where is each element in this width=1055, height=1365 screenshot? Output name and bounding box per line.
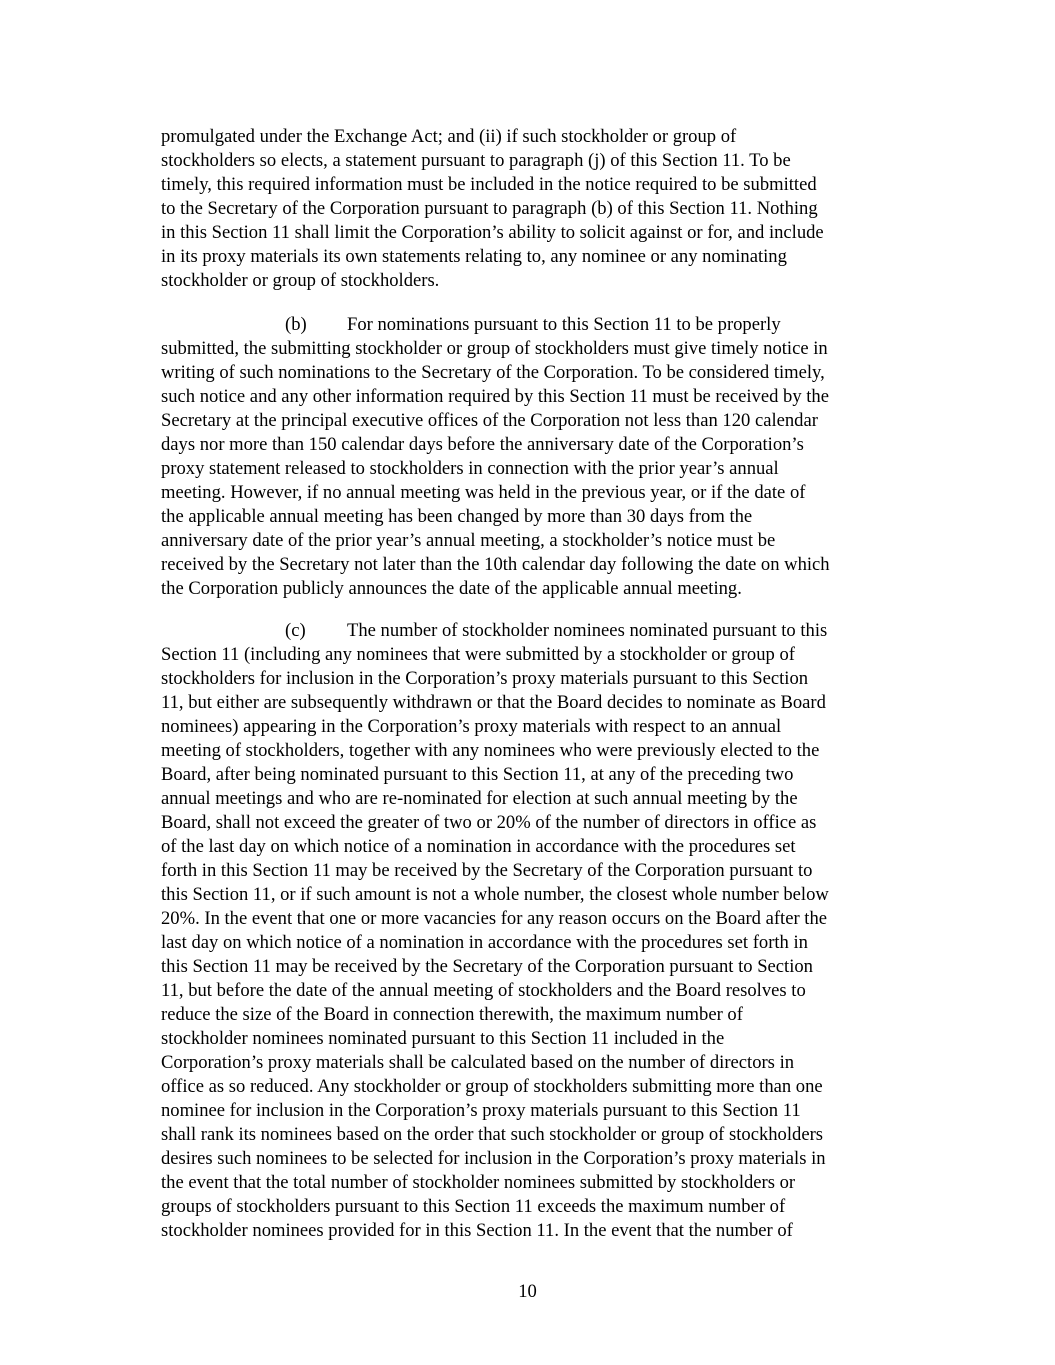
paragraph-c xyxy=(161,619,921,1243)
paragraph-c-line: groups of stockholders pursuant to this Section 11 exceeds the maximum number of xyxy=(161,1196,786,1217)
paragraph-b-label: (b) xyxy=(285,314,307,335)
paragraph-b-line: anniversary date of the prior year’s annual meeting, a stockholder’s notice must be xyxy=(161,530,776,551)
paragraph-a-line: in its proxy materials its own statements relating to, any nominee or any nominating xyxy=(161,246,787,267)
paragraph-c-line: Section 11 (including any nominees that were submitted by a stockholder or group of xyxy=(161,644,795,665)
paragraph-a-line: timely, this required information must be included in the notice required to be submitted xyxy=(161,174,817,195)
paragraph-a-line: promulgated under the Exchange Act; and (ii) if such stockholder or group of xyxy=(161,126,737,147)
paragraph-b-first-line xyxy=(161,313,921,337)
paragraph-c-line: last day on which notice of a nomination in accordance with the procedures set forth in xyxy=(161,932,808,953)
paragraph-a-line: to the Secretary of the Corporation pursuant to paragraph (b) of this Section 11. Nothing xyxy=(161,198,818,219)
paragraph-b-line: submitted, the submitting stockholder or group of stockholders must give timely notice in xyxy=(161,338,828,359)
paragraph-c-line: this Section 11 may be received by the Secretary of the Corporation pursuant to Section xyxy=(161,956,813,977)
paragraph-c-line: Board, after being nominated pursuant to this Section 11, at any of the preceding two xyxy=(161,764,794,785)
paragraph-c-line: 20%. In the event that one or more vacancies for any reason occurs on the Board after the xyxy=(161,908,828,929)
paragraph-c-first-text: The number of stockholder nominees nominated pursuant to this xyxy=(347,620,828,641)
paragraph-b-line: received by the Secretary not later than the 10th calendar day following the date on which xyxy=(161,554,830,575)
paragraph-b-line: the Corporation publicly announces the date of the applicable annual meeting. xyxy=(161,578,742,599)
paragraph-c-line: shall rank its nominees based on the order that such stockholder or group of stockholders xyxy=(161,1124,823,1145)
paragraph-c-line: 11, but before the date of the annual meeting of stockholders and the Board resolves to xyxy=(161,980,806,1001)
paragraph-a xyxy=(161,125,921,293)
paragraph-b xyxy=(161,313,921,601)
paragraph-b-line: writing of such nominations to the Secretary of the Corporation. To be considered timely, xyxy=(161,362,825,383)
page-number: 10 xyxy=(518,1281,537,1302)
paragraph-c-line: of the last day on which notice of a nomination in accordance with the procedures set xyxy=(161,836,796,857)
paragraph-c-line: Corporation’s proxy materials shall be calculated based on the number of directors in xyxy=(161,1052,795,1073)
paragraph-b-line: days nor more than 150 calendar days before the anniversary date of the Corporation’s xyxy=(161,434,804,455)
paragraph-c-line: nominees) appearing in the Corporation’s proxy materials with respect to an annual xyxy=(161,716,782,737)
paragraph-b-line: proxy statement released to stockholders in connection with the prior year’s annual xyxy=(161,458,779,479)
paragraph-c-label: (c) xyxy=(285,620,306,641)
paragraph-c-line: stockholder nominees nominated pursuant to this Section 11 included in the xyxy=(161,1028,725,1049)
paragraph-c-line: meeting of stockholders, together with any nominees who were previously elected to the xyxy=(161,740,820,761)
paragraph-b-line: meeting. However, if no annual meeting was held in the previous year, or if the date of xyxy=(161,482,806,503)
paragraph-a-line: stockholders so elects, a statement pursuant to paragraph (j) of this Section 11. To be xyxy=(161,150,791,171)
paragraph-c-line: stockholder nominees provided for in this Section 11. In the event that the number of xyxy=(161,1220,793,1241)
paragraph-a-line: stockholder or group of stockholders. xyxy=(161,270,440,291)
paragraph-c-line: forth in this Section 11 may be received by the Secretary of the Corporation pursuant to xyxy=(161,860,813,881)
paragraph-b-line: such notice and any other information required by this Section 11 must be received by the xyxy=(161,386,829,407)
paragraph-c-line: office as so reduced. Any stockholder or group of stockholders submitting more than one xyxy=(161,1076,823,1097)
paragraph-c-line: nominee for inclusion in the Corporation’s proxy materials pursuant to this Section 11 xyxy=(161,1100,801,1121)
paragraph-c-line: annual meetings and who are re-nominated for election at such annual meeting by the xyxy=(161,788,798,809)
paragraph-b-line: the applicable annual meeting has been changed by more than 30 days from the xyxy=(161,506,753,527)
paragraph-c-line: 11, but either are subsequently withdrawn or that the Board decides to nominate as Board xyxy=(161,692,826,713)
paragraph-c-first-line xyxy=(161,619,921,643)
paragraph-b-first-text: For nominations pursuant to this Section 11 to be properly xyxy=(347,314,781,335)
paragraph-c-line: stockholders for inclusion in the Corporation’s proxy materials pursuant to this Section xyxy=(161,668,809,689)
paragraph-c-line: the event that the total number of stockholder nominees submitted by stockholders or xyxy=(161,1172,796,1193)
paragraph-c-line: this Section 11, or if such amount is not a whole number, the closest whole number below xyxy=(161,884,829,905)
paragraph-c-line: desires such nominees to be selected for inclusion in the Corporation’s proxy materials in xyxy=(161,1148,826,1169)
paragraph-a-line: in this Section 11 shall limit the Corporation’s ability to solicit against or for, and include xyxy=(161,222,824,243)
paragraph-c-line: reduce the size of the Board in connection therewith, the maximum number of xyxy=(161,1004,743,1025)
paragraph-c-line: Board, shall not exceed the greater of two or 20% of the number of directors in office as xyxy=(161,812,817,833)
paragraph-b-line: Secretary at the principal executive offices of the Corporation not less than 120 calendar xyxy=(161,410,818,431)
